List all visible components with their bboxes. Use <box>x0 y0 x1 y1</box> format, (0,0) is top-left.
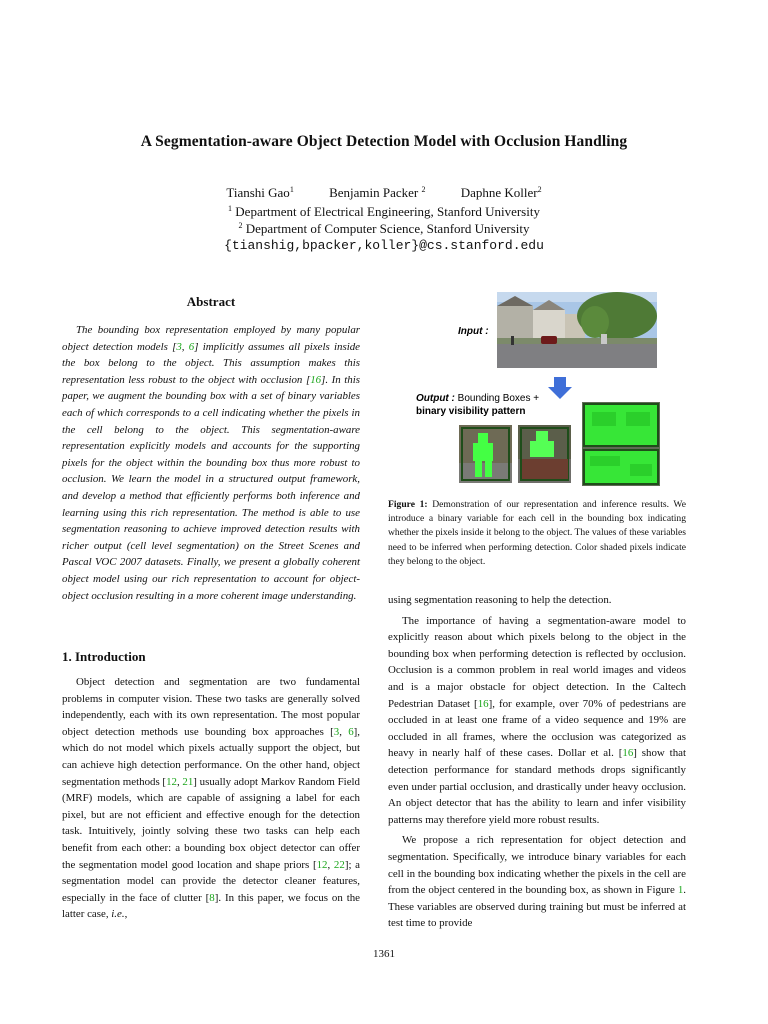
citation-link[interactable]: 6 <box>348 725 354 738</box>
citation-link[interactable]: 1 <box>677 884 684 897</box>
affiliation-1: $^1$ Department of Electrical Engineering, Stanford University <box>228 204 540 219</box>
intro-heading: 1. Introduction <box>62 649 146 664</box>
citation-link[interactable]: 21 <box>182 775 194 788</box>
paper-title: A Segmentation-aware Object Detection Model with Occlusion Handling <box>140 133 628 150</box>
citation-link[interactable]: 3 <box>176 340 182 353</box>
right-paragraph-1: The importance of having a segmentation-aware model to explicitly reason about which pixels belong to the object in the bounding box when performing detection is reflected by occlusion. Occlusion is a common problem in real world images and videos and is a major obstacle for object detection. In the Caltech Pedestrian Dataset [16], for example, over 70% of pedestrians are occluded in at least one frame of a video sequence and 19% are occluded in all frames, where the occlusion was categorized as heavy in nearly half of these cases. Dollar et al. [16] show that detection performance for standard methods drops significantly even under partial occlusion, and drastically under heavy occlusion. An object detector that has the ability to learn and infer visibility patterns may therefore yield more robust results. <box>388 614 687 826</box>
down-arrow-icon <box>548 377 572 399</box>
author-list <box>0 185 768 201</box>
intro-paragraph-1: Object detection and segmentation are two fundamental problems in computer vision. These two tasks are generally solved independently, each with its own representation. The most popular object detection methods use bounding box approaches [3, 6], which do not model which pixels actually support the object, but can achieve high detection performance. On the other hand, object segmentation methods [12, 21] usually adopt Markov Random Field (MRF) models, which are capable of assigning a label for each pixel, but are not efficient and effective enough for the detection task. Intuitively, jointly solving these two tasks can help each benefit from each other: a bounding box object detector can offer the segmentation model good location and shape priors [12, 22]; a segmentation model can provide the detector cleaner features, especially in the face of clutter [8]. In this paper, we focus on the latter case, i.e., <box>62 676 361 921</box>
citation-link[interactable]: 22 <box>333 858 345 871</box>
abstract-heading: Abstract <box>186 294 236 309</box>
author-3: Daphne Koller$^2$ <box>460 185 542 200</box>
output-pedestrian-2 <box>518 425 571 483</box>
italic-text: i.e. <box>111 908 125 921</box>
figure-output-label: Output : Bounding Boxes + <box>416 393 540 404</box>
page-number: 1361 <box>373 948 395 960</box>
citation-link[interactable]: 6 <box>188 340 195 353</box>
citation-link[interactable]: 3 <box>333 725 340 738</box>
output-cars <box>582 402 660 486</box>
author-email[interactable]: {tianshig,bpacker,koller}@cs.stanford.edu <box>224 238 544 253</box>
citation-link[interactable]: 12 <box>166 775 177 788</box>
output-pedestrian-1 <box>459 425 512 483</box>
citation-link[interactable]: 12 <box>316 858 328 871</box>
figure-output-sublabel: binary visibility pattern <box>416 406 526 417</box>
citation-link[interactable]: 8 <box>209 891 215 904</box>
intro-body <box>62 674 360 923</box>
right-paragraph-2: We propose a rich representation for object detection and segmentation. Specifically, we introduce binary variables for each cell in the bounding box indicating whether the pixels in the cell are from the object centered in the bounding box, as shown in Figure 1. These variables are observed during training but must be inferred at test time to provide <box>388 834 686 930</box>
affiliation-2: $^2$ Department of Computer Science, Stanford University <box>238 221 530 236</box>
citation-link[interactable]: 16 <box>622 747 634 760</box>
citation-link[interactable]: 16 <box>477 697 489 710</box>
figure-1-caption: Figure 1: Demonstration of our representation and inference results. We introduce a binary variable for each cell in the bounding box indicating whether the pixels inside it belong to the object. The values of these variables need to be inferred when performing detection. Color shaded pixels indicate they belong to the object. <box>388 499 686 567</box>
right-paragraph-0: using segmentation reasoning to help the detection. <box>388 594 612 606</box>
abstract-paragraph: The bounding box representation employed by many popular object detection models [3, 6] implicitly assumes all pixels inside the box belong to the object. This assumption makes this representation less robust to the object with occlusion [16]. In this paper, we augment the bounding box with a set of binary variables each of which corresponds to a cell indicating whether the pixels in the cell belong to the object. This segmentation-aware representation explicitly models and accounts for the supporting pixels for the object within the bounding box thus more robust to occlusion. We learn the model in a structured output framework, and develop a method that efficiently performs both inference and learning using this rich representation. The method is able to use segmentation reasoning to achieve improved detection results with richer output (cell level segmentation) on the Street Scenes and Pascal VOC 2007 datasets. Finally, we present a globally coherent object model using our rich representation to account for object-object occlusion resulting in a more coherent image understanding. <box>62 324 360 602</box>
citation-link[interactable]: 16 <box>310 373 322 386</box>
abstract-body <box>62 322 360 604</box>
author-1: Tianshi Gao$^1$ <box>226 185 294 200</box>
input-street-photo <box>497 292 657 368</box>
figure-input-label: Input : <box>458 326 489 337</box>
author-2: Benjamin Packer $^2$ <box>329 185 426 200</box>
right-column-body <box>388 592 686 932</box>
